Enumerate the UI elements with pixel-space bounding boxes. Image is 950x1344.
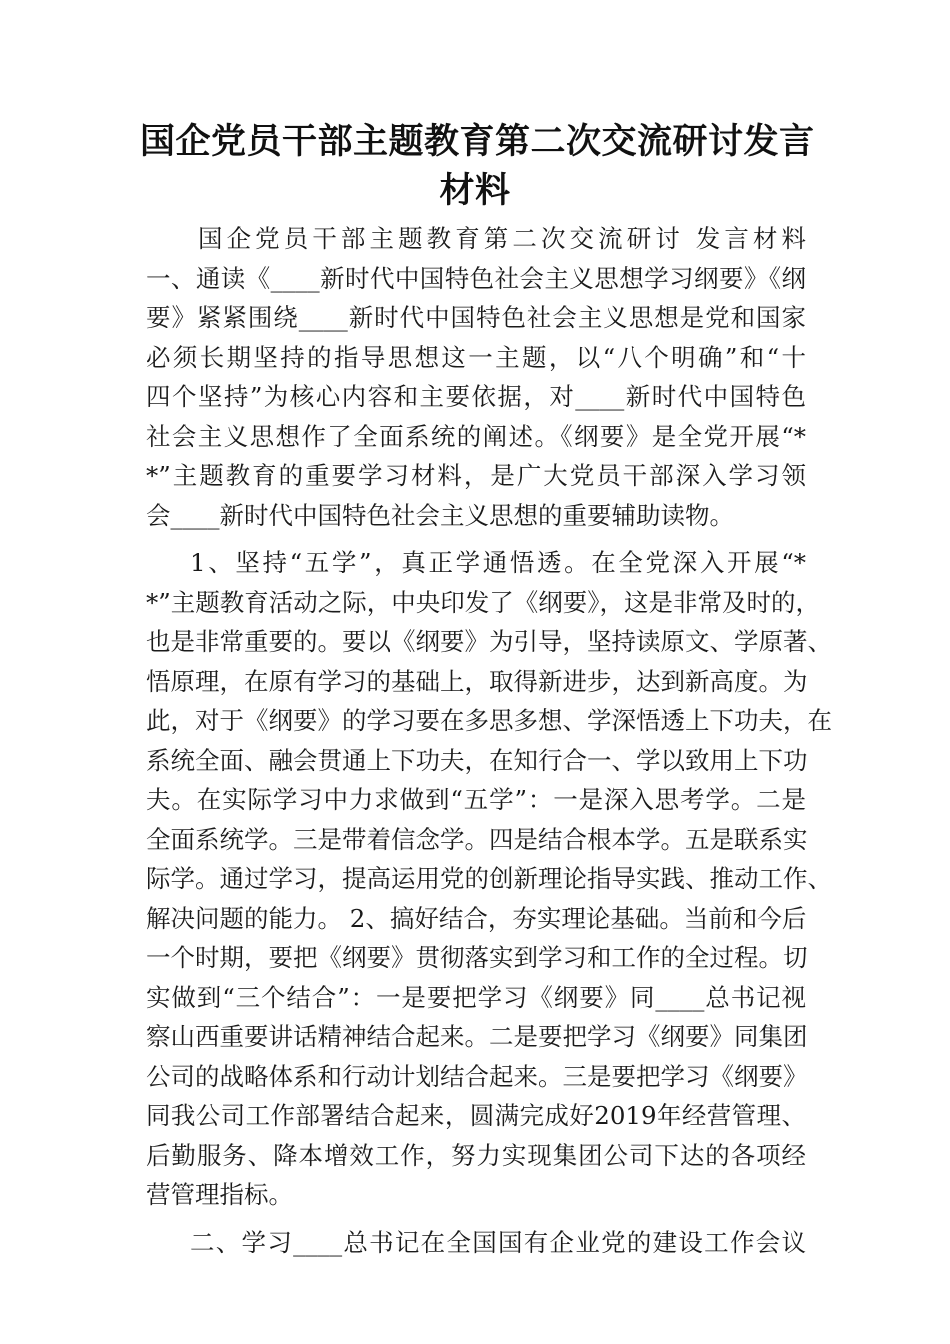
paragraph-2-line-15: 同我公司工作部署结合起来，圆满完成好2019年经营管理、 xyxy=(146,1101,806,1130)
paragraph-2-line-6: 系统全面、融会贯通上下功夫，在知行合一、学以致用上下功 xyxy=(146,745,808,775)
paragraph-2-line-3: 也是非常重要的。要以《纲要》为引导，坚持读原文、学原著、 xyxy=(146,627,832,656)
paragraph-1-line-6: 社会主义思想作了全面系统的阐述。《纲要》是全党开展“* xyxy=(146,421,806,451)
paragraph-2-line-8: 全面系统学。三是带着信念学。四是结合根本学。五是联系实 xyxy=(146,824,808,854)
paragraph-2-line-10: 解决问题的能力。 2、搞好结合，夯实理论基础。当前和今后 xyxy=(146,903,807,933)
paragraph-2-line-16: 后勤服务、降本增效工作，努力实现集团公司下达的各项经 xyxy=(146,1140,806,1170)
paragraph-2-line-14: 公司的战略体系和行动计划结合起来。三是要把学习《纲要》 xyxy=(146,1061,808,1091)
paragraph-2-line-11: 一个时期，要把《纲要》贯彻落实到学习和工作的全过程。切 xyxy=(146,943,808,972)
paragraph-2-line-9: 际学。通过学习，提高运用党的创新理论指导实践、推动工作、 xyxy=(146,864,832,893)
paragraph-1-line-2: 一、通读《____新时代中国特色社会主义思想学习纲要》《纲 xyxy=(146,263,806,293)
paragraph-2-line-2: *”主题教育活动之际，中央印发了《纲要》，这是非常及时的， xyxy=(146,587,821,617)
paragraph-3-line-1: 二、学习____总书记在全国国有企业党的建设工作会议 xyxy=(190,1227,806,1257)
paragraph-spacer xyxy=(146,1215,806,1223)
paragraph-2-line-13: 察山西重要讲话精神结合起来。二是要把学习《纲要》同集团 xyxy=(146,1022,808,1051)
paragraph-2-line-1: 1、坚持“五学”，真正学通悟透。在全党深入开展“* xyxy=(190,548,806,577)
paragraph-1-line-8: 会____新时代中国特色社会主义思想的重要辅助读物。 xyxy=(146,500,734,530)
document-title-line-1: 国企党员干部主题教育第二次交流研讨发言 xyxy=(140,122,815,162)
paragraph-1-line-7: *”主题教育的重要学习材料，是广大党员干部深入学习领 xyxy=(146,461,806,490)
paragraph-1-line-1: 国企党员干部主题教育第二次交流研讨 发言材料 xyxy=(198,224,806,253)
paragraph-2-line-12: 实做到“三个结合”：一是要把学习《纲要》同____总书记视 xyxy=(146,982,806,1012)
paragraph-spacer xyxy=(146,535,806,543)
paragraph-2-line-7: 夫。在实际学习中力求做到“五学”：一是深入思考学。二是 xyxy=(146,785,806,814)
paragraph-2-line-4: 悟原理，在原有学习的基础上，取得新进步，达到新高度。为 xyxy=(146,666,808,696)
paragraph-2-line-5: 此，对于《纲要》的学习要在多思多想、学深悟透上下功夫，在 xyxy=(146,706,832,735)
paragraph-2-line-17: 营管理指标。 xyxy=(146,1180,293,1209)
paragraph-1-line-4: 必须长期坚持的指导思想这一主题，以“八个明确”和“十 xyxy=(146,342,806,372)
document-body xyxy=(146,219,832,1262)
paragraph-1-line-3: 要》紧紧围绕____新时代中国特色社会主义思想是党和国家 xyxy=(146,303,806,332)
paragraph-1-line-5: 四个坚持”为核心内容和主要依据，对____新时代中国特色 xyxy=(146,382,806,411)
document-title-line-2: 材料 xyxy=(439,171,511,211)
